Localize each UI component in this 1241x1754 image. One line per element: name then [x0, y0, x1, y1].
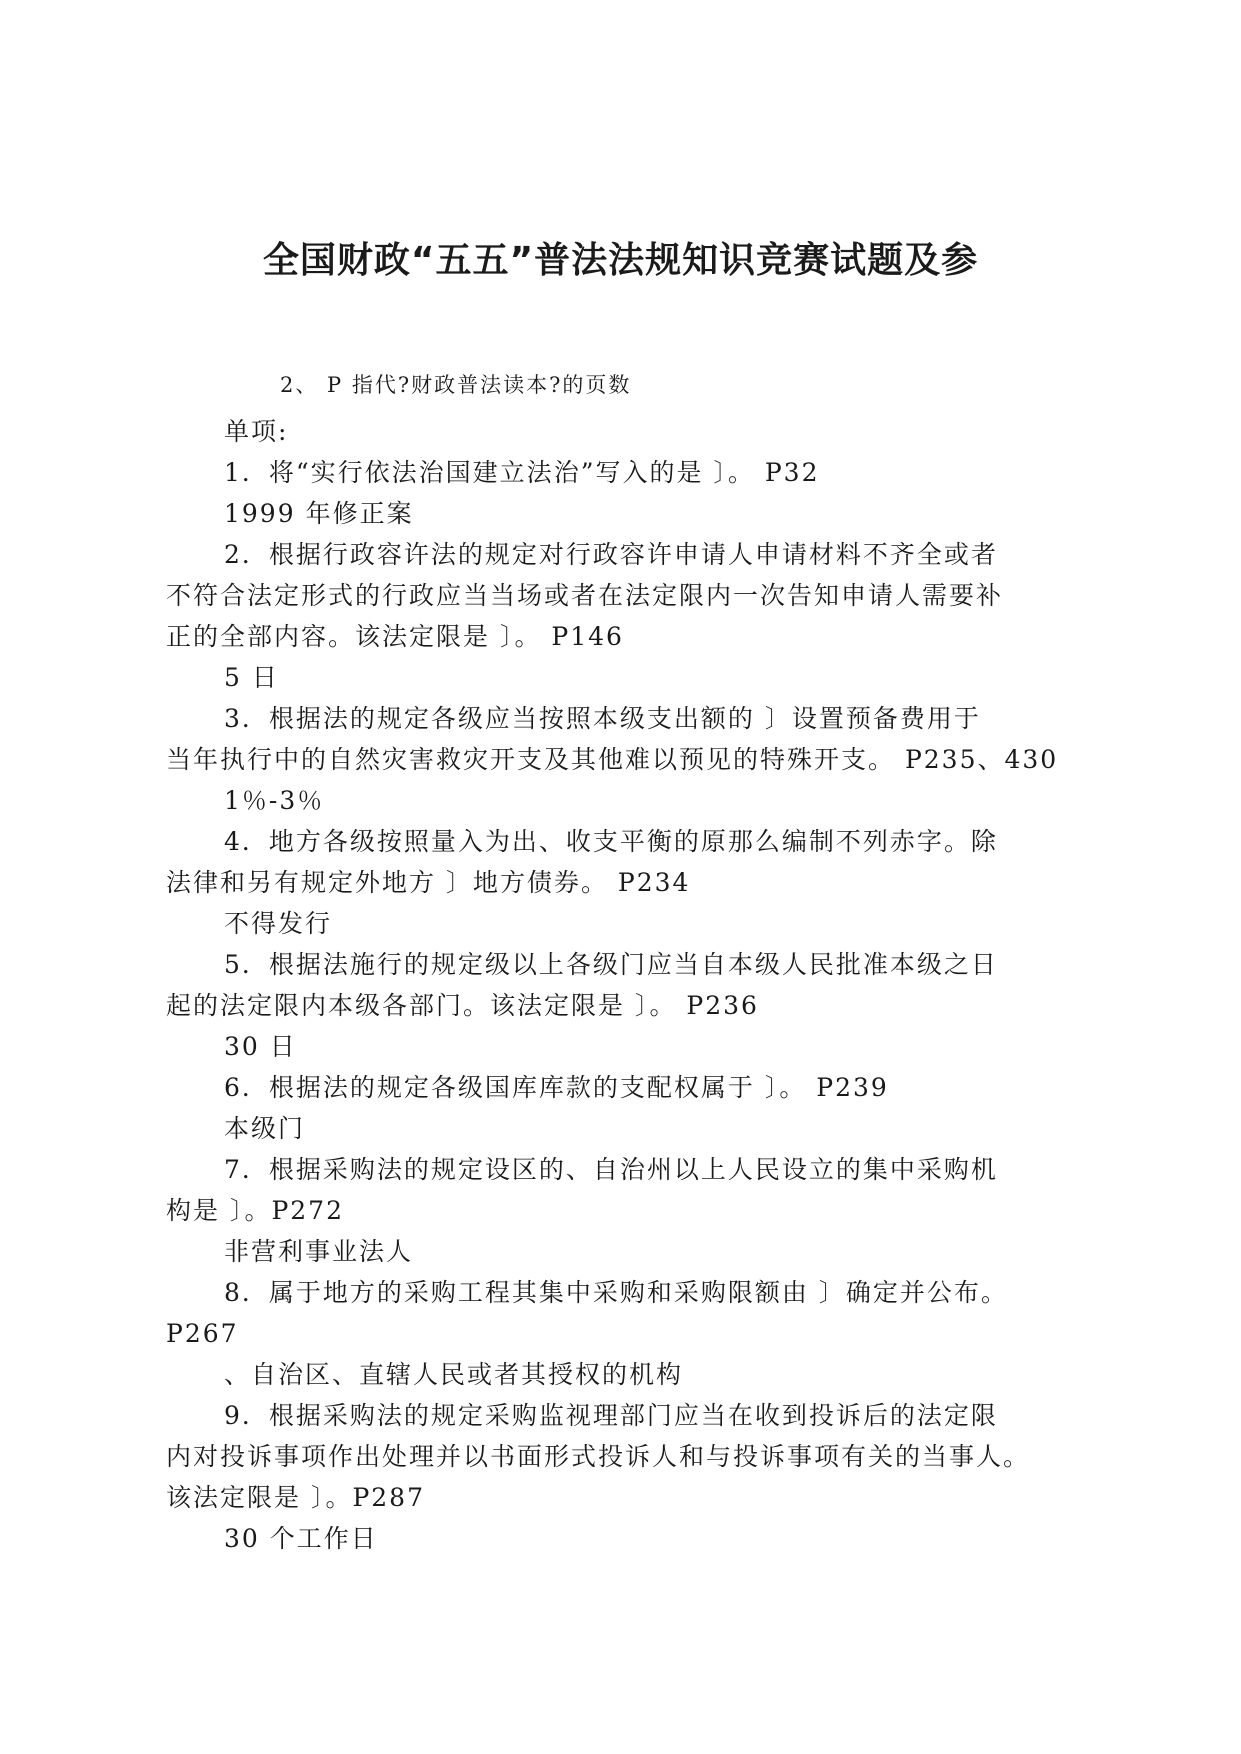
text-line: 非营利事业法人 — [224, 1237, 414, 1266]
text-line: 1．将“实行依法治国建立法治”写入的是 〕。 P32 — [224, 458, 820, 487]
text-line: 2．根据行政容许法的规定对行政容许申请人申请材料不齐全或者 — [224, 540, 998, 569]
text-line: 5 日 — [224, 663, 279, 692]
section-heading: 单项: — [224, 417, 289, 446]
text-line: 5．根据法施行的规定级以上各级门应当自本级人民批准本级之日 — [224, 950, 998, 979]
text-line: 6．根据法的规定各级国库库款的支配权属于 〕。 P239 — [224, 1073, 889, 1102]
text-line: 当年执行中的自然灾害救灾开支及其他难以预见的特殊开支。 P235、430 — [166, 745, 1059, 774]
document-body — [166, 365, 1086, 1559]
text-line: 9．根据采购法的规定采购监视理部门应当在收到投诉后的法定限 — [224, 1401, 998, 1430]
text-line: 、自治区、直辖人民或者其授权的机构 — [224, 1360, 684, 1389]
text-line: 8．属于地方的采购工程其集中采购和采购限额由 〕确定并公布。 — [224, 1278, 1008, 1307]
text-line: 内对投诉事项作出处理并以书面形式投诉人和与投诉事项有关的当事人。 — [166, 1442, 1031, 1471]
text-line: 不得发行 — [224, 909, 333, 938]
text-line: P267 — [166, 1319, 239, 1348]
text-line: 7．根据采购法的规定设区的、自治州以上人民设立的集中采购机 — [224, 1155, 998, 1184]
text-line: 1999 年修正案 — [224, 499, 414, 528]
document-title: 全国财政“五五”普法法规知识竞赛试题及参 — [262, 240, 979, 282]
text-line: 构是 〕。P272 — [166, 1196, 344, 1225]
text-line: 正的全部内容。该法定限是 〕。 P146 — [166, 622, 624, 651]
text-line: 30 日 — [224, 1032, 297, 1061]
text-line: 3．根据法的规定各级应当按照本级支出额的 〕设置预备费用于 — [224, 704, 981, 733]
text-line: 法律和另有规定外地方 〕地方债券。 P234 — [166, 868, 691, 897]
page-note: 2、 P 指代?财政普法读本?的页数 — [280, 373, 632, 397]
text-line: 30 个工作日 — [224, 1524, 378, 1553]
text-line: 起的法定限内本级各部门。该法定限是 〕。 P236 — [166, 991, 759, 1020]
text-line: 不符合法定形式的行政应当当场或者在法定限内一次告知申请人需要补 — [166, 581, 1004, 610]
text-line: 本级门 — [224, 1114, 306, 1143]
text-line: 1％-3％ — [224, 786, 325, 815]
text-line: 4．地方各级按照量入为出、收支平衡的原那么编制不列赤字。除 — [224, 827, 998, 856]
text-line: 该法定限是 〕。P287 — [166, 1483, 425, 1512]
